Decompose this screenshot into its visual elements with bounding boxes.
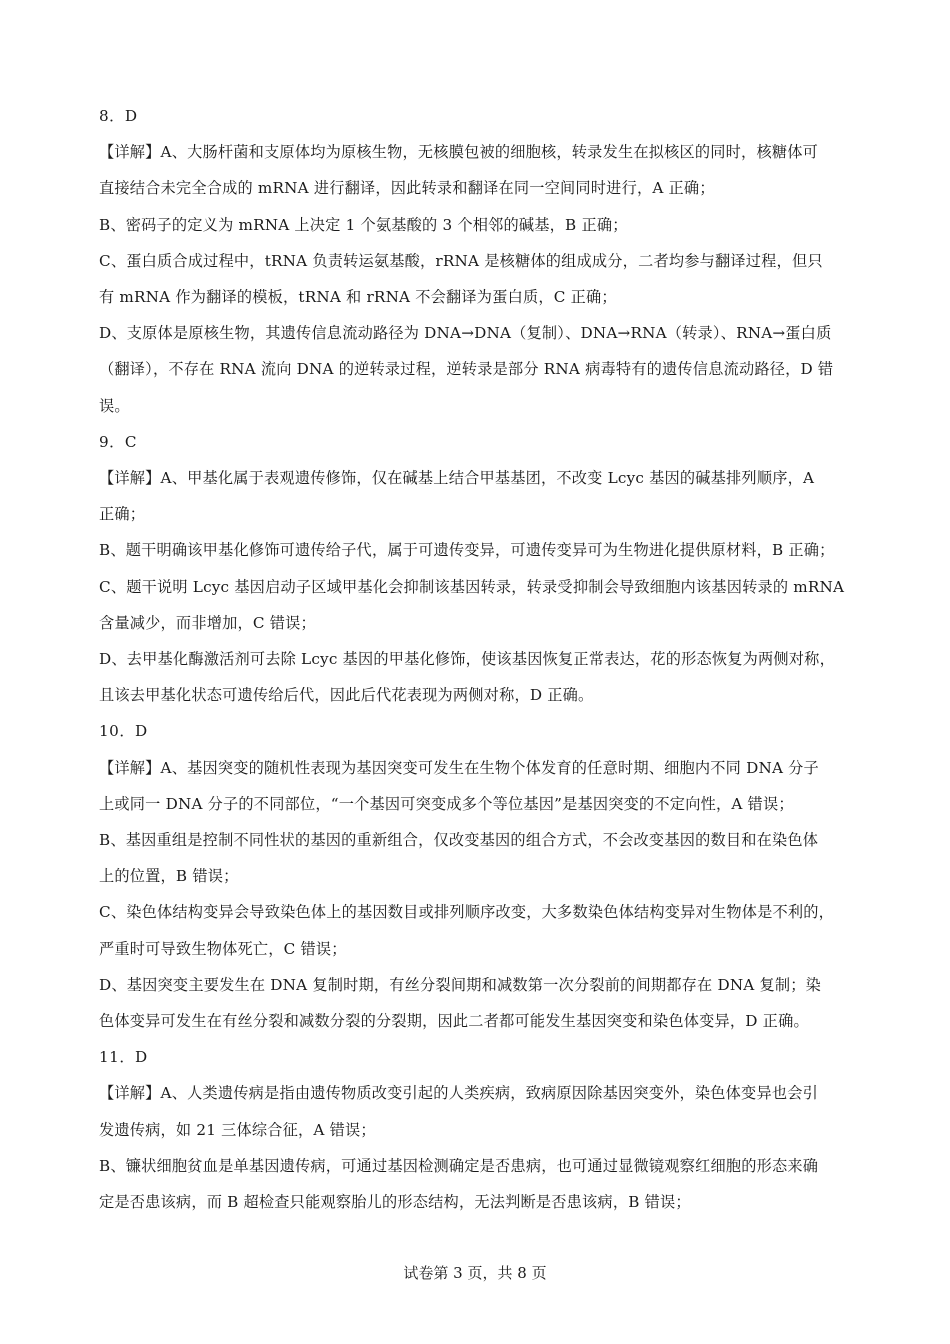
explanation-line: D、去甲基化酶激活剂可去除 Lcyc 基因的甲基化修饰，使该基因恢复正常表达，花的形态恢复为两侧对称， <box>99 650 835 669</box>
explanation-line: 【详解】A、人类遗传病是指由遗传物质改变引起的人类疾病，致病原因除基因突变外，染色体变异也会引 <box>99 1084 818 1103</box>
explanation-line: 【详解】A、大肠杆菌和支原体均为原核生物，无核膜包被的细胞核，转录发生在拟核区的同时，核糖体可 <box>99 143 818 162</box>
explanation-line: 正确； <box>99 505 146 524</box>
explanation-line: 【详解】A、基因突变的随机性表现为基因突变可发生在生物个体发育的任意时期、细胞内不同 DNA 分子 <box>99 758 819 777</box>
explanation-line: 【详解】A、甲基化属于表观遗传修饰，仅在碱基上结合甲基基团，不改变 Lcyc 基因的碱基排列顺序，A <box>99 469 815 488</box>
explanation-line: C、蛋白质合成过程中，tRNA 负责转运氨基酸，rRNA 是核糖体的组成成分，二者均参与翻译过程，但只 <box>99 251 823 270</box>
page-footer: 试卷第 3 页，共 8 页 <box>403 1264 547 1282</box>
explanation-line: 定是否患该病，而 B 超检查只能观察胎儿的形态结构，无法判断是否患该病，B 错误； <box>99 1193 691 1212</box>
explanation-line: B、镰状细胞贫血是单基因遗传病，可通过基因检测确定是否患病，也可通过显微镜观察红细胞的形态来确 <box>99 1156 819 1175</box>
question-number: 8．D <box>99 107 138 125</box>
explanation-line: （翻译），不存在 RNA 流向 DNA 的逆转录过程，逆转录是部分 RNA 病毒特有的遗传信息流动路径，D 错 <box>99 360 834 379</box>
explanation-line: 严重时可导致生物体死亡，C 错误； <box>99 939 347 958</box>
explanation-line: C、题干说明 Lcyc 基因启动子区域甲基化会抑制该基因转录，转录受抑制会导致细胞内该基因转录的 mRNA <box>99 577 845 596</box>
explanation-line: 误。 <box>99 396 130 415</box>
explanation-line: 上的位置，B 错误； <box>99 867 239 886</box>
explanation-line: B、密码子的定义为 mRNA 上决定 1 个氨基酸的 3 个相邻的碱基，B 正确； <box>99 215 628 234</box>
explanation-line: 发遗传病，如 21 三体综合征，A 错误； <box>99 1120 376 1139</box>
explanation-line: 且该去甲基化状态可遗传给后代，因此后代花表现为两侧对称，D 正确。 <box>99 686 594 705</box>
explanation-line: D、支原体是原核生物，其遗传信息流动路径为 DNA→DNA（复制）、DNA→RNA（转录）、RNA→蛋白质 <box>99 324 832 343</box>
explanation-line: B、基因重组是控制不同性状的基因的重新组合，仅改变基因的组合方式，不会改变基因的数目和在染色体 <box>99 831 819 850</box>
question-number: 10．D <box>99 722 148 741</box>
question-number: 11．D <box>99 1048 148 1067</box>
explanation-line: D、基因突变主要发生在 DNA 复制时期，有丝分裂间期和减数第一次分裂前的间期都存在 DNA 复制；染 <box>99 975 822 994</box>
explanation-line: 含量减少，而非增加，C 错误； <box>99 613 316 632</box>
explanation-line: 直接结合未完全合成的 mRNA 进行翻译，因此转录和翻译在同一空间同时进行，A 正确； <box>99 179 715 198</box>
answer-content <box>99 98 859 1220</box>
explanation-line: 色体变异可发生在有丝分裂和减数分裂的分裂期，因此二者都可能发生基因突变和染色体变异，D 正确。 <box>99 1012 809 1031</box>
question-number: 9．C <box>99 432 137 451</box>
explanation-line: 上或同一 DNA 分子的不同部位，“一个基因可突变成多个等位基因”是基因突变的不定向性，A 错误； <box>99 794 794 813</box>
explanation-line: B、题干明确该甲基化修饰可遗传给子代，属于可遗传变异，可遗传变异可为生物进化提供原材料，B 正确； <box>99 541 835 560</box>
explanation-line: C、染色体结构变异会导致染色体上的基因数目或排列顺序改变，大多数染色体结构变异对生物体是不利的， <box>99 903 835 922</box>
explanation-line: 有 mRNA 作为翻译的模板，tRNA 和 rRNA 不会翻译为蛋白质，C 正确； <box>99 288 617 307</box>
